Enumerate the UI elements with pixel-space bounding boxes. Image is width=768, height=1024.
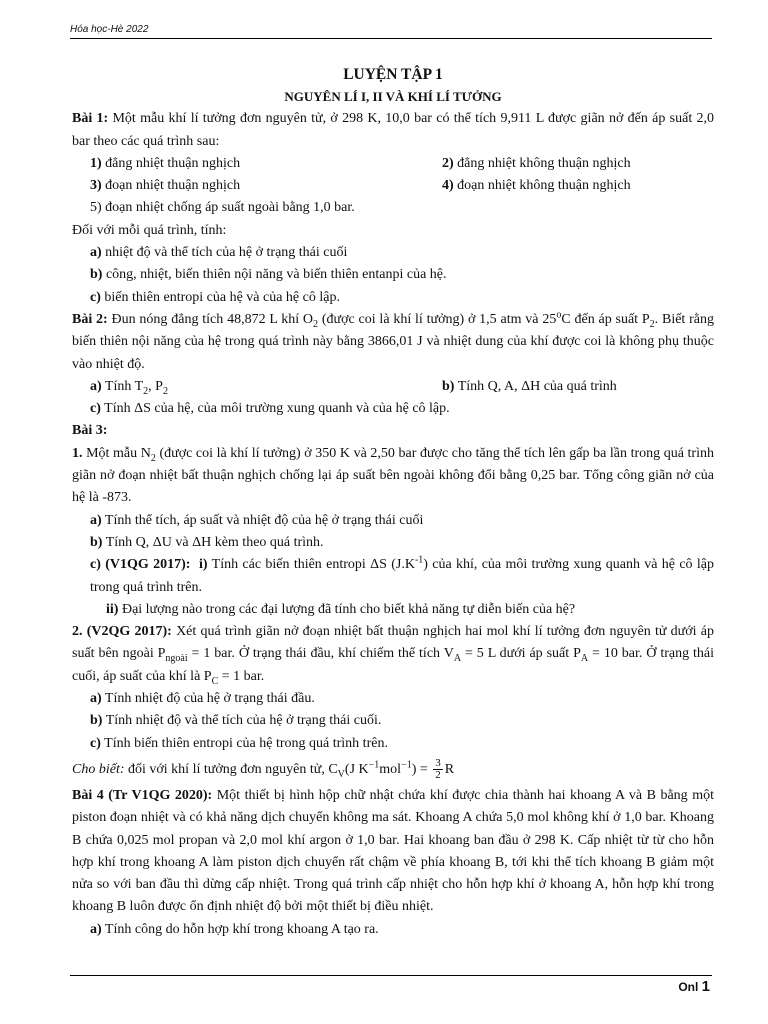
bai1-b-label: b) — [90, 267, 103, 283]
bai3-sup2: −1 — [401, 759, 412, 771]
bai3-b — [72, 532, 714, 554]
bai1-p1: đẳng nhiệt thuận nghịch — [105, 155, 241, 171]
footer-rule — [70, 975, 712, 976]
bai2-b-text: Tính Q, A, ΔH của quá trình — [457, 378, 617, 394]
bai4-body: Một thiết bị hình hộp chữ nhật chứa khí được chia thành hai khoang A và B bằng một piston đoạn nhiệt và có khả năng dịch chuyển không ma sát. Khoang A chứa 5,0 mol không khí ở 1,0 bar. Khoang B chứa 0,025 mol propan và 2,0 mol khí argon ở 1,0 bar. Hai khoang ban đầu ở 298 K. Cấp nhiệt từ từ cho hỗn hợp khí trong khoang A làm piston dịch chuyển rất chậm về phía khoang B, tới khi thể tích khoang B giảm một nửa so với ban đầu thì dừng cấp nhiệt. Trong quá trình cấp nhiệt cho hỗn hợp khí ở khoang A, hỗn hợp khí trong khoang B luôn được ổn định nhiệt độ bởi một thiết bị điều nhiệt. — [72, 787, 714, 915]
bai2-t3-sub: 2 — [649, 318, 655, 330]
page-prefix: Onl — [678, 980, 699, 994]
bai3-q2e: = 1 bar. — [218, 668, 265, 684]
document-body — [72, 62, 714, 941]
bai3-c2-label: c) — [90, 735, 101, 751]
page-num: 1 — [701, 978, 710, 995]
bai1-c-text: biến thiên entropi của hệ và của hệ cô lập. — [104, 289, 340, 305]
bai1-intro-text: Một mẫu khí lí tưởng đơn nguyên tử, ở 298 K, 10,0 bar có thể tích 9,911 L được giãn nở đến áp suất 2,0 bar theo các quá trình sau: — [72, 111, 714, 149]
bai3-ci1: Tính các biến thiên entropi ΔS (J.K — [211, 557, 415, 573]
bai3-unit2: mol — [379, 761, 402, 777]
bai1-c — [72, 287, 714, 309]
bai1-p3-num: 3) — [90, 178, 102, 194]
bai2-t3: C đến áp suất P — [561, 311, 650, 327]
bai1-p4: đoạn nhiệt không thuận nghịch — [457, 178, 631, 194]
bai3-label-line — [72, 420, 714, 442]
bai3-unit1: (J K — [344, 761, 369, 777]
bai3-a-text: Tính thể tích, áp suất và nhiệt độ của hệ ở trạng thái cuối — [104, 512, 424, 528]
bai3-c-label: c) (V1QG 2017): — [90, 557, 191, 573]
bai3-ci2: ) của khí, của môi trường xung quanh và hệ cô lập trong quá trình trên. — [90, 557, 714, 595]
bai3-q2d: = 10 bar. Ở trạng thái cuối, áp suất của khí là P — [72, 646, 714, 684]
bai4-a — [72, 919, 714, 941]
bai3-given — [72, 755, 714, 785]
bai2-degree: o — [556, 309, 562, 321]
bai3-q2 — [72, 621, 714, 688]
bai1-each: Đối với mỗi quá trình, tính: — [72, 222, 227, 238]
bai3-q1-sub: 2 — [150, 452, 156, 464]
document-title: LUYỆN TẬP 1 — [343, 66, 443, 83]
bai2-a-label: a) — [90, 378, 102, 394]
bai3-given-text: đối với khí lí tưởng đơn nguyên tử, C — [124, 761, 338, 777]
bai3-cii-label: ii) — [106, 601, 119, 617]
bai3-q1-num: 1. — [72, 445, 83, 461]
bai3-cii-text: Đại lượng nào trong các đại lượng đã tính cho biết khả năng tự diễn biến của hệ? — [121, 601, 576, 617]
bai3-b-text: Tính Q, ΔU và ΔH kèm theo quá trình. — [105, 534, 324, 550]
bai3-unit3: ) = — [411, 761, 432, 777]
bai1-p1-num: 1) — [90, 155, 102, 171]
bai3-q2b: = 1 bar. Ở trạng thái đầu, khí chiếm thể tích V — [187, 646, 454, 662]
bai4-text — [72, 785, 714, 919]
bai3-a2 — [72, 688, 714, 710]
bai1-p3: đoạn nhiệt thuận nghịch — [105, 178, 241, 194]
bai3-q2-sub4: C — [211, 675, 219, 687]
bai2-t1: Đun nóng đẳng tích 48,872 L khí O — [111, 311, 314, 327]
bai3-ci-sup: -1 — [414, 554, 424, 566]
bai3-c2 — [72, 733, 714, 755]
bai3-q1a: Một mẫu N — [82, 445, 151, 461]
bai1-b — [72, 264, 714, 286]
bai1-label: Bài 1: — [72, 111, 109, 127]
bai2-c — [72, 398, 714, 420]
bai3-cv-sub: V — [337, 768, 345, 780]
bai4-label: Bài 4 (Tr V1QG 2020): — [72, 787, 213, 803]
bai1-row-1 — [72, 153, 714, 175]
bai3-q2-sub2: A — [453, 653, 462, 665]
bai3-ci-label: i) — [199, 557, 208, 573]
bai3-given-end: R — [444, 761, 455, 777]
bai1-p2: đẳng nhiệt không thuận nghịch — [457, 155, 631, 171]
bai2-b-label: b) — [442, 378, 455, 394]
bai3-a — [72, 510, 714, 532]
bai4-a-label: a) — [90, 921, 102, 937]
bai1-p4-num: 4) — [442, 178, 454, 194]
bai3-q2-sub1: ngoài — [165, 653, 188, 665]
header-text: Hóa học-Hè 2022 — [70, 24, 149, 35]
bai2-t2: (được coi là khí lí tưởng) ở 1,5 atm và 25 — [318, 311, 557, 327]
bai2-t4: . Biết rằng biến thiên nội năng của hệ trong quá trình này bằng 3866,01 J và nhiệt dung của khí được coi là không phụ thuộc vào nhiệt độ. — [72, 311, 714, 372]
fraction-denominator: 2 — [435, 769, 441, 782]
fraction-numerator: 3 — [435, 757, 441, 770]
bai1-p5: 5) đoạn nhiệt chống áp suất ngoài bằng 1,0 bar. — [90, 200, 355, 216]
bai1-a — [72, 242, 714, 264]
bai3-label: Bài 3: — [72, 423, 108, 439]
bai2-a2-sub: 2 — [162, 385, 168, 397]
bai3-q2-sub3: A — [580, 653, 589, 665]
bai4-a-text: Tính công do hỗn hợp khí trong khoang A tạo ra. — [104, 921, 379, 937]
bai3-cii — [72, 599, 714, 621]
bai2-c-label: c) — [90, 401, 101, 417]
bai3-b2-text: Tính nhiệt độ và thể tích của hệ ở trạng thái cuối. — [105, 713, 382, 729]
bai2-a2: , P — [148, 378, 163, 394]
bai3-q1b: (được coi là khí lí tưởng) ở 350 K và 2,50 bar được cho tăng thể tích lên gấp ba lần trong quá trình giãn nở đoạn nhiệt bất thuận nghịch chống lại áp suất bên ngoài không đổi bằng 0,25 bar. Tổng công giãn nở của hệ là -873. — [72, 445, 714, 506]
bai3-given-label: Cho biết: — [72, 761, 125, 777]
bai3-a2-label: a) — [90, 691, 102, 707]
bai3-b-label: b) — [90, 534, 103, 550]
bai3-b2-label: b) — [90, 713, 103, 729]
bai3-q1 — [72, 443, 714, 510]
page-header — [70, 24, 712, 39]
bai2-row-ab — [72, 376, 714, 398]
bai3-q2-num: 2. (V2QG 2017): — [72, 624, 172, 640]
bai3-ci — [72, 554, 714, 599]
bai2-t1-sub: 2 — [313, 318, 319, 330]
bai3-a2-text: Tính nhiệt độ của hệ ở trạng thái đầu. — [104, 691, 315, 707]
bai1-p2-num: 2) — [442, 155, 454, 171]
bai2-a1-sub: 2 — [143, 385, 149, 397]
bai3-sup1: −1 — [368, 759, 380, 771]
bai3-q2c: = 5 L dưới áp suất P — [461, 646, 581, 662]
bai1-b-text: công, nhiệt, biến thiên nội năng và biến thiên entanpi của hệ. — [105, 267, 447, 283]
bai3-a-label: a) — [90, 512, 102, 528]
bai3-b2 — [72, 710, 714, 732]
bai1-row-2 — [72, 175, 714, 197]
bai2-a1: Tính T — [104, 378, 144, 394]
bai2-label: Bài 2: — [72, 311, 108, 327]
page-number — [678, 978, 710, 995]
bai3-q2a: Xét quá trình giãn nở đoạn nhiệt bất thuận nghịch hai mol khí lí tưởng đơn nguyên tử dưới áp suất bên ngoài P — [72, 624, 714, 662]
bai1-c-label: c) — [90, 289, 101, 305]
bai2-intro — [72, 309, 714, 376]
document-subtitle: NGUYÊN LÍ I, II VÀ KHÍ LÍ TƯỞNG — [284, 89, 502, 105]
bai3-c2-text: Tính biến thiên entropi của hệ trong quá trình trên. — [104, 735, 388, 751]
bai2-c-text: Tính ΔS của hệ, của môi trường xung quanh và của hệ cô lập. — [104, 401, 450, 417]
fraction — [433, 758, 443, 781]
bai1-intro — [72, 108, 714, 153]
bai1-a-label: a) — [90, 245, 102, 261]
bai1-a-text: nhiệt độ và thể tích của hệ ở trạng thái cuối — [105, 245, 348, 261]
